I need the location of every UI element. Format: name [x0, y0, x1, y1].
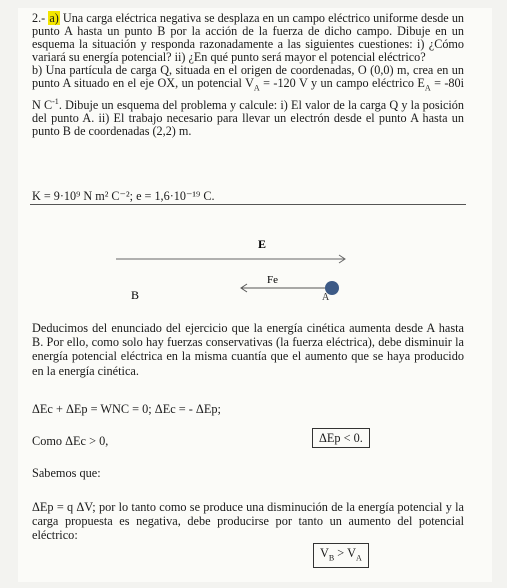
problem-number: 2.-: [32, 11, 46, 25]
part-b-text-2: = -120 V y un campo eléctrico E: [259, 76, 425, 91]
solution-paragraph-2: ΔEp = q ΔV; por lo tanto como se produce una disminución de la energía potencial y la carga propuesta es negativa, debe producirse por tanto un aumento del potencial eléctrico:: [32, 500, 464, 543]
solution-paragraph-1: Deducimos del enunciado del ejercicio que la energía cinética aumenta desde A hasta B. Por ello, como solo hay fuerzas conservativas (la fuerza eléctrica), debe disminuir la energía potencial eléctrica en la misma cuantía que el aumento que se haya producido en la energía cinética.: [32, 321, 464, 378]
boxed-result-2: $V_B > V_A$: [313, 543, 369, 568]
part-a-label: a): [49, 11, 59, 25]
part-a-text: Una carga eléctrica negativa se desplaza en un campo eléctrico uniforme desde un punto A hasta un punto B por la acción de la fuerza de dicho campo. Dibuje en un esquema la situación y responda razonadamente a las siguientes cuestiones: i) ¿Cómo variará su energía potencial? ii) ¿En qué punto será mayor el potencial eléctrico?: [32, 11, 465, 65]
part-b-sup: -1: [52, 97, 59, 106]
equation-2: Como ΔEc > 0,: [32, 434, 109, 448]
point-b-label: B: [131, 288, 140, 302]
part-b-text-3: = -80i N C: [32, 76, 465, 113]
constants-line: K = 9·10⁹ N m² C⁻²; e = 1,6·10⁻¹⁹ C.: [32, 189, 215, 203]
part-b-sub-a2: A: [424, 83, 431, 93]
sabemos-line: Sabemos que:: [32, 466, 101, 480]
boxed-result-1: ΔEp < 0.: [312, 428, 370, 448]
field-label: E: [258, 237, 267, 251]
point-a-label: A: [322, 292, 330, 303]
force-label: Fe: [267, 274, 278, 286]
part-b-text-1: b) Una partícula de carga Q, situada en el origen de coordenadas, O (0,0) m, crea en un punto A situado en el eje OX, un potencial V: [32, 63, 464, 91]
equation-1: ΔEc + ΔEp = WNC = 0; ΔEc = - ΔEp;: [32, 402, 221, 416]
part-b-sub-a: A: [253, 83, 260, 93]
part-b-text-4: . Dibuje un esquema del problema y calcule: i) El valor de la carga Q y la posición del punto A. ii) El trabajo necesario para llevar un electrón desde el punto A hasta un punto B de coordenadas (2,2) m.: [32, 98, 464, 139]
